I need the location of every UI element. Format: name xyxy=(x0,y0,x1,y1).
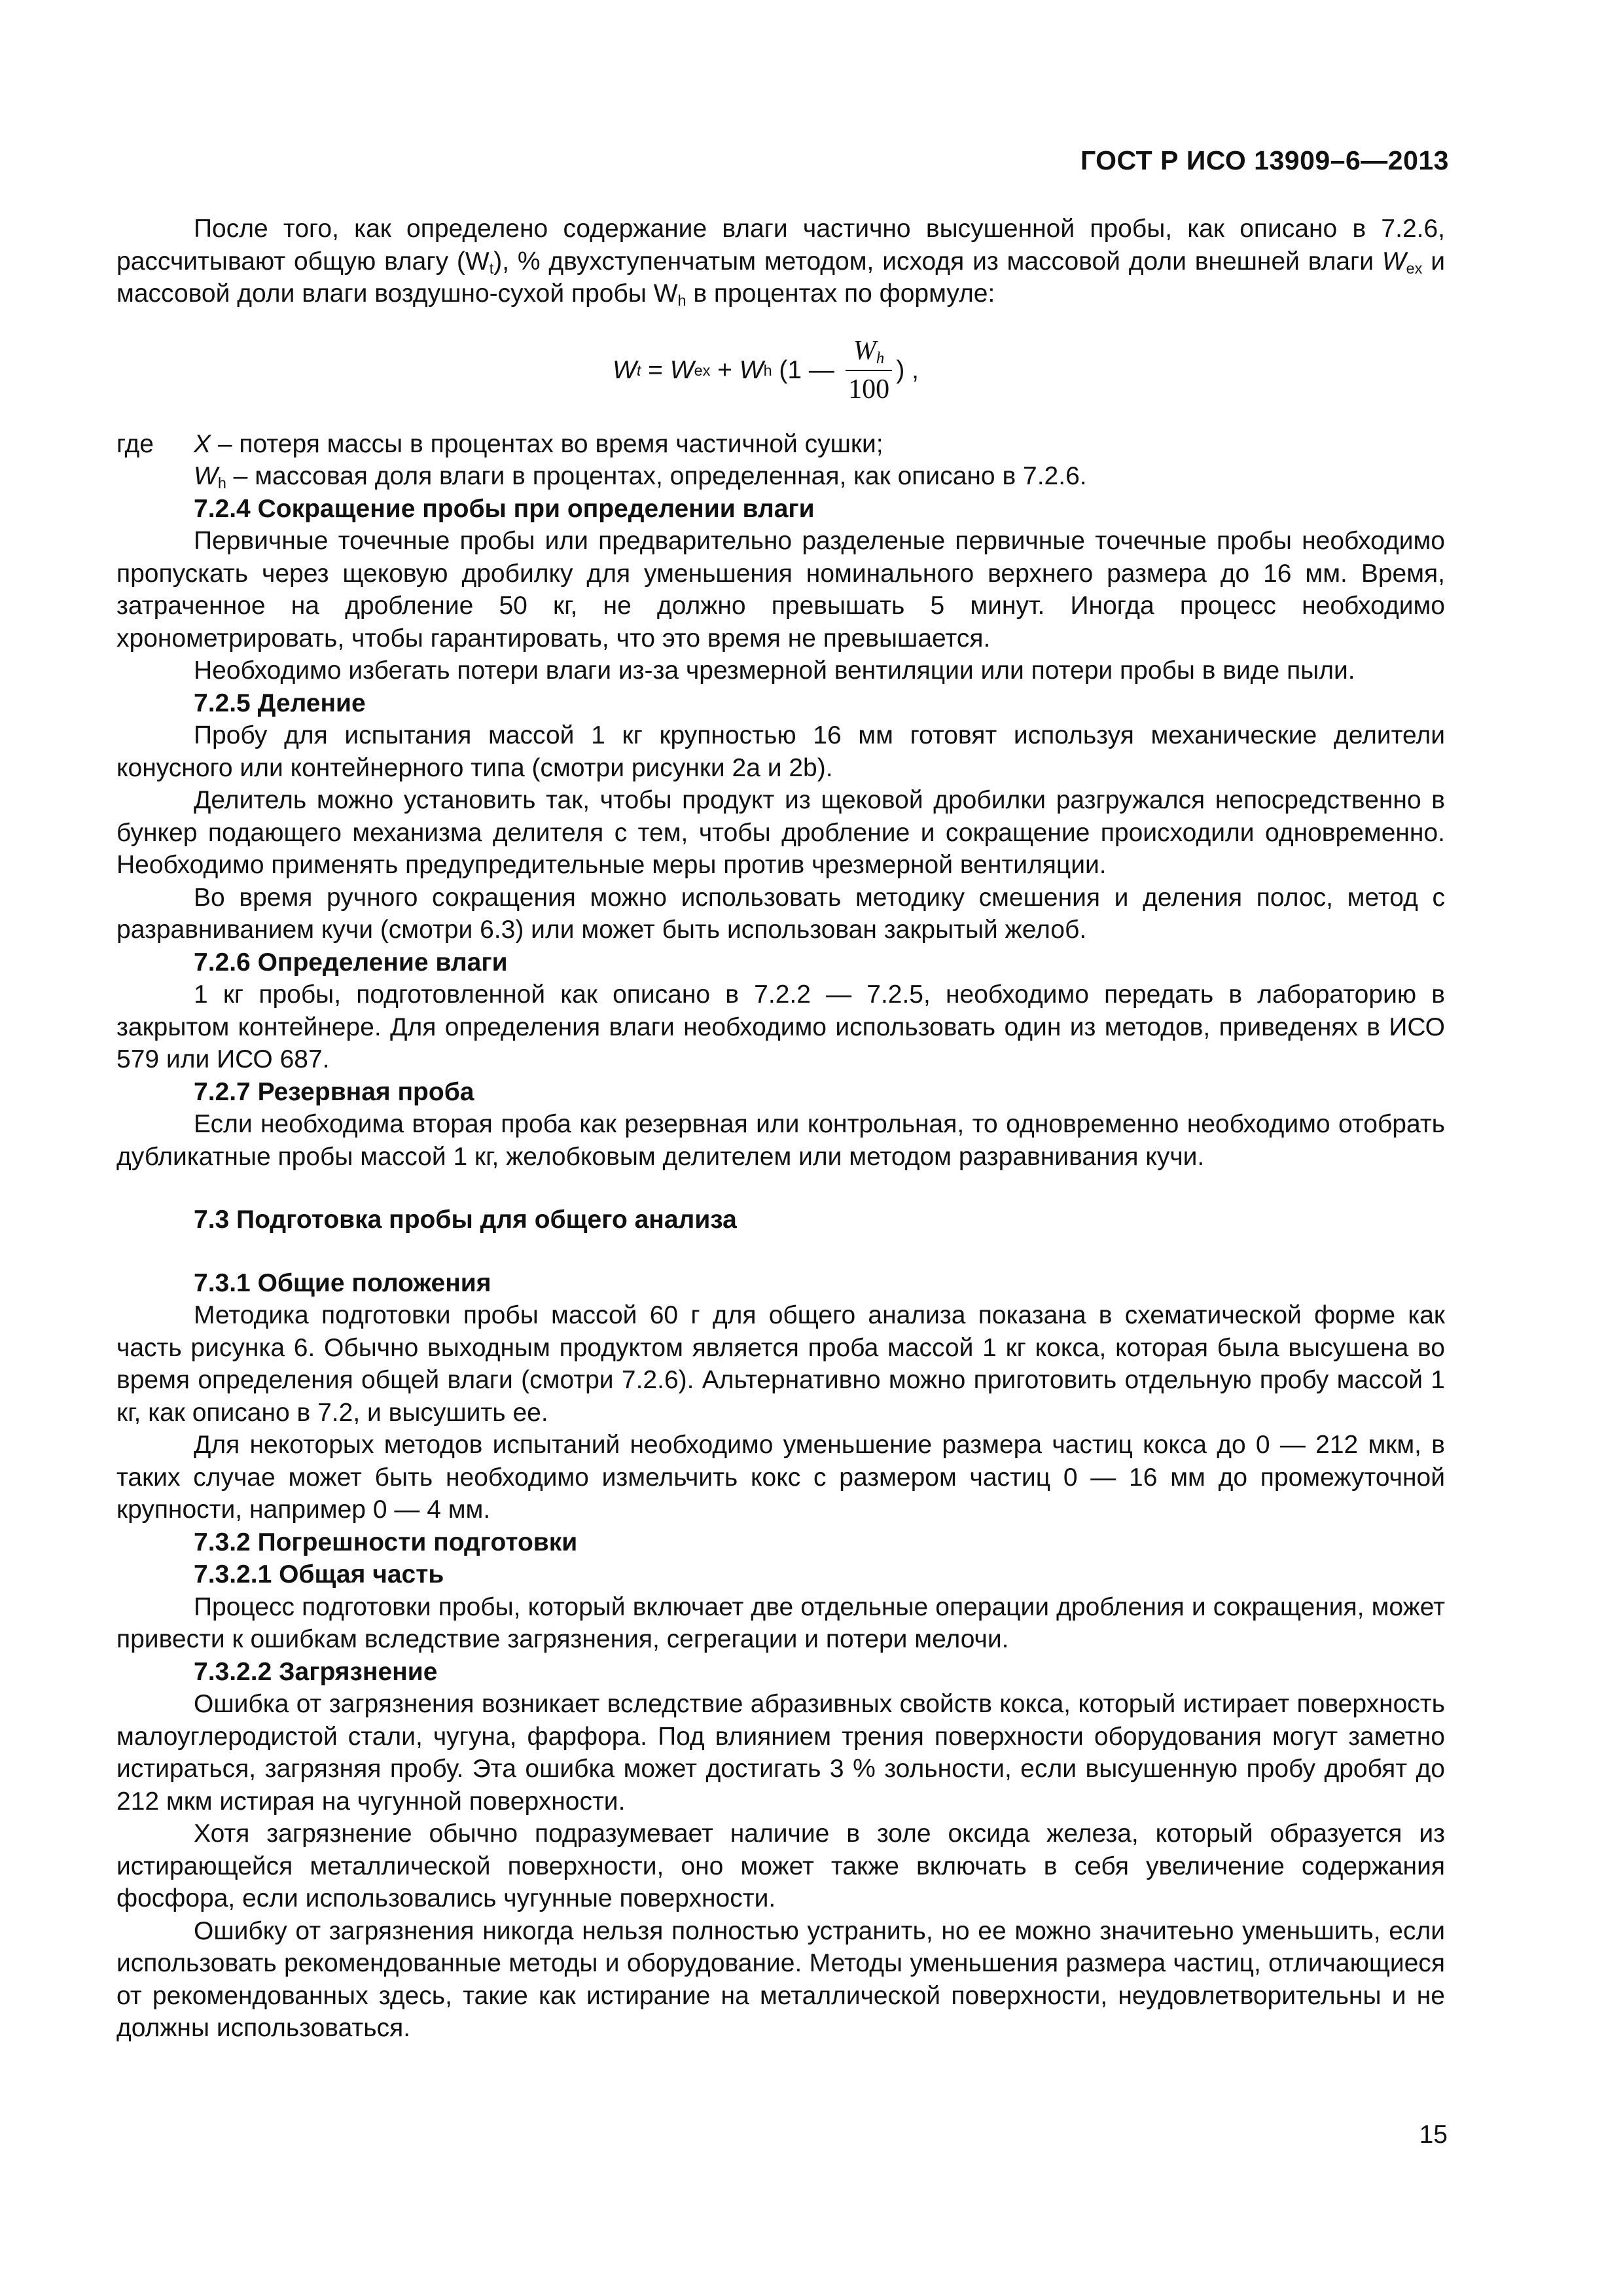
section-heading-7-3-2-2: 7.3.2.2 Загрязнение xyxy=(194,1657,438,1686)
paragraph: Первичные точечные пробы или предварительно разделеные первичные точечные пробы необходимо пропускать через щековую дробилку для уменьшения номинального верхнего размера до 16 мм. Время, затраченное на дробление 50 кг, не должно превышать 5 минут. Иногда процесс необходимо хронометрировать, чтобы гарантировать, что это время не превышается. xyxy=(116,527,1445,653)
paragraph: Хотя загрязнение обычно подразумевает наличие в золе оксида железа, который образуется из истирающейся металлической поверхности, оно может также включать в себя увеличение содержания фосфора, если использовались чугунные поверхности. xyxy=(116,1820,1445,1912)
where-x-line: где X – потеря массы в процентах во время частичной сушки; xyxy=(116,429,883,458)
section-heading-7-2-7: 7.2.7 Резервная проба xyxy=(194,1077,474,1106)
page-number: 15 xyxy=(1419,2121,1448,2149)
paragraph: Если необходима вторая проба как резервная или контрольная, то одновременно необходимо отобрать дубликатные пробы массой 1 кг, желобковым делителем или методом разравнивания кучи. xyxy=(116,1110,1445,1171)
paragraph: Ошибку от загрязнения никогда нельзя полностью устранить, но ее можно значитеьно уменьшить, если использовать рекомендованные методы и оборудование. Методы уменьшения размера частиц, отличающиеся от рекомендованных здесь, такие как истирание на металлической поверхности, неудовлетворительны и не должны использоваться. xyxy=(116,1916,1445,2042)
moisture-formula: W t = W ex + W h (1 — $\frac{W_h}{100}$ ) , xyxy=(613,335,919,406)
page-content xyxy=(116,213,1445,2045)
section-heading-7-3-2-1: 7.3.2.1 Общая часть xyxy=(194,1560,444,1588)
paragraph: 1 кг пробы, подготовленной как описано в 7.2.2 — 7.2.5, необходимо передать в лабораторию в закрытом контейнере. Для определения влаги необходимо использовать один из методов, приведенях в ИСО 579 или ИСО 687. xyxy=(116,980,1445,1073)
paragraph: Методика подготовки пробы массой 60 г для общего анализа показана в схематической форме как часть рисунка 6. Обычно выходным продуктом является проба массой 1 кг кокса, которая была высушена во время определения общей влаги (смотри 7.2.6). Альтернативно можно приготовить отдельную пробу массой 1 кг, как описано в 7.2, и высушить ее. xyxy=(116,1301,1445,1427)
paragraph: Процесс подготовки пробы, который включает две отдельные операции дробления и сокращения, может привести к ошибкам вследствие загрязнения, сегрегации и потери мелочи. xyxy=(116,1592,1445,1653)
paragraph: Пробу для испытания массой 1 кг крупностью 16 мм готовят используя механические делители конусного или контейнерного типа (смотри рисунки 2а и 2b). xyxy=(116,721,1445,782)
where-wh-line: $W_h$ – массовая доля влаги в процентах, определенная, как описано в 7.2.6. xyxy=(194,462,1087,492)
section-heading-7-3: 7.3 Подготовка пробы для общего анализа xyxy=(194,1206,737,1234)
paragraph: Ошибка от загрязнения возникает вследствие абразивных свойств кокса, который истирает поверхность малоуглеродистой стали, чугуна, фарфора. Под влиянием трения поверхности оборудования могут заметно истираться, загрязняя пробу. Эта ошибка может достигать 3 % зольности, если высушенную пробу дробят до 212 мкм истирая на чугунной поверхности. xyxy=(116,1690,1445,1816)
section-heading-7-2-6: 7.2.6 Определение влаги xyxy=(194,948,508,977)
intro-paragraph: После того, как определено содержание влаги частично высушенной пробы, как описано в 7.2.6, рассчитывают общую влагу $(W_t)$, % двухступенчатым методом, исходя из массовой доли внешней влаги $W_{ex}$ и массовой доли влаги воздушно-сухой пробы $W_h$ в процентах по формуле: xyxy=(116,215,1445,309)
section-heading-7-3-2: 7.3.2 Погрешности подготовки xyxy=(194,1528,578,1556)
paragraph: Делитель можно установить так, чтобы продукт из щековой дробилки разгружался непосредственно в бункер подающего механизма делителя с тем, чтобы дробление и сокращение происходили одновременно. Необходимо применять предупредительные меры против чрезмерной вентиляции. xyxy=(116,786,1445,879)
paragraph: Во время ручного сокращения можно использовать методику смешения и деления полос, метод с разравниванием кучи (смотри 6.3) или может быть использован закрытый желоб. xyxy=(116,883,1445,944)
section-heading-7-2-4: 7.2.4 Сокращение пробы при определении влаги xyxy=(194,494,815,523)
formula-fraction: $\frac{W_h}{100}$ xyxy=(846,335,893,406)
formula-block xyxy=(116,310,1445,428)
paragraph: Необходимо избегать потери влаги из-за чрезмерной вентиляции или потери пробы в виде пыли. xyxy=(194,656,1355,685)
section-heading-7-3-1: 7.3.1 Общие положения xyxy=(194,1268,491,1297)
page-header-standard: ГОСТ Р ИСО 13909–6—2013 xyxy=(1080,145,1449,175)
paragraph: Для некоторых методов испытаний необходимо уменьшение размера частиц кокса до 0 — 212 мкм, в таких случае может быть необходимо измельчить кокс с размером частиц 0 — 16 мм до промежуточной крупности, например 0 — 4 мм. xyxy=(116,1431,1445,1524)
section-heading-7-2-5: 7.2.5 Деление xyxy=(194,689,366,717)
